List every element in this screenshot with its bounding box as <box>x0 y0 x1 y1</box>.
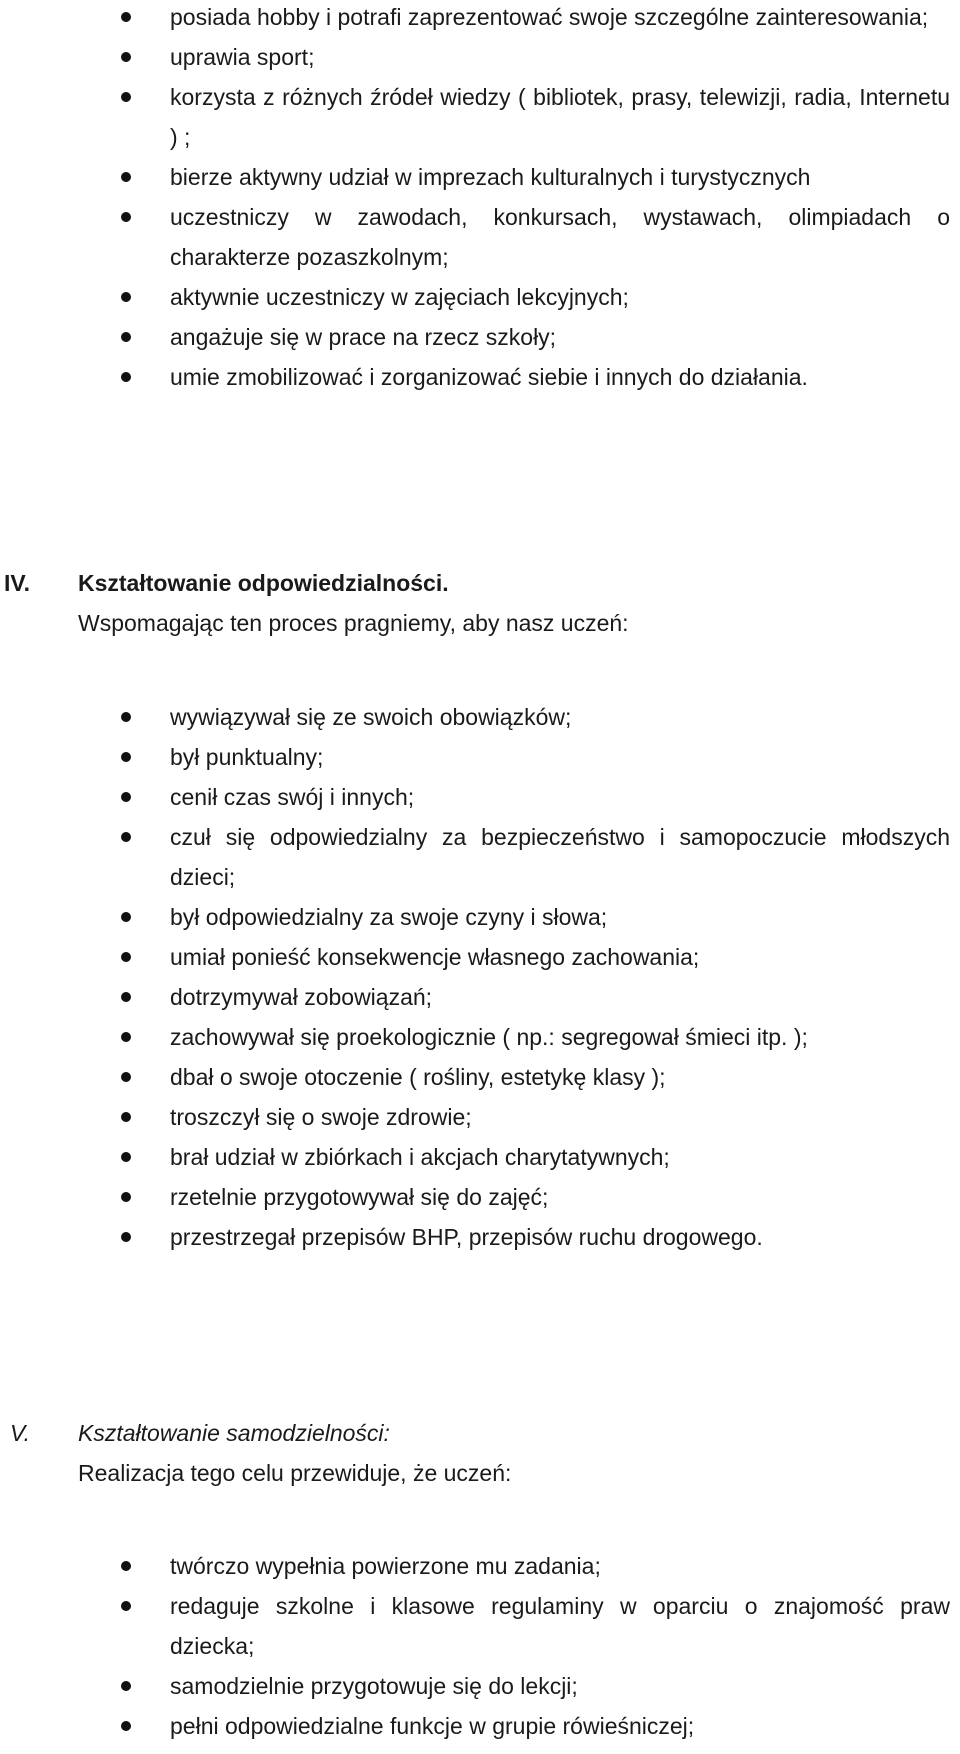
list-item <box>0 1177 956 1217</box>
list-item <box>0 1586 956 1666</box>
list-item <box>0 937 956 977</box>
list-item <box>0 37 956 77</box>
bullet-icon <box>121 172 131 182</box>
list-item-text: był punktualny; <box>170 744 324 770</box>
list-item <box>0 697 956 737</box>
bullet-icon <box>121 12 131 22</box>
bullet-icon <box>121 1072 131 1082</box>
list-item-text: dbał o swoje otoczenie ( rośliny, estetykę klasy ); <box>170 1064 666 1090</box>
list-item <box>0 1546 956 1586</box>
bullet-icon <box>121 1601 131 1611</box>
bullet-list-section-iv <box>0 697 960 1257</box>
bullet-icon <box>121 1112 131 1122</box>
bullet-icon <box>121 332 131 342</box>
bullet-icon <box>121 952 131 962</box>
list-item-text: rzetelnie przygotowywał się do zajęć; <box>170 1184 549 1210</box>
list-item-text: brał udział w zbiórkach i akcjach charytatywnych; <box>170 1144 670 1170</box>
list-item <box>0 1097 956 1137</box>
list-item <box>0 897 956 937</box>
section-v-intro: Realizacja tego celu przewiduje, że uczeń: <box>78 1460 512 1486</box>
bullet-icon <box>121 832 131 842</box>
section-title: Kształtowanie odpowiedzialności. <box>78 570 449 596</box>
bullet-icon <box>121 792 131 802</box>
bullet-icon <box>121 52 131 62</box>
list-item <box>0 197 956 277</box>
list-item <box>0 357 956 397</box>
section-number: IV. <box>4 570 31 596</box>
list-item <box>0 737 956 777</box>
bullet-icon <box>121 212 131 222</box>
list-item-text: przestrzegał przepisów BHP, przepisów ruchu drogowego. <box>170 1224 763 1250</box>
list-item <box>0 0 956 37</box>
bullet-list-top <box>0 0 960 397</box>
section-number: V. <box>10 1420 31 1446</box>
list-item <box>0 977 956 1017</box>
list-item <box>0 157 956 197</box>
list-item <box>0 317 956 357</box>
list-item-text: angażuje się w prace na rzecz szkoły; <box>170 324 557 350</box>
list-item-text: aktywnie uczestniczy w zajęciach lekcyjnych; <box>170 284 629 310</box>
bullet-icon <box>121 372 131 382</box>
list-item-text: twórczo wypełnia powierzone mu zadania; <box>170 1553 601 1579</box>
bullet-icon <box>121 912 131 922</box>
list-item-text: posiada hobby i potrafi zaprezentować swoje szczególne zainteresowania; <box>170 4 929 30</box>
bullet-icon <box>121 1561 131 1571</box>
bullet-list-section-v <box>0 1546 960 1746</box>
list-item <box>0 1017 956 1057</box>
section-iv-intro: Wspomagając ten proces pragniemy, aby nasz uczeń: <box>78 610 629 636</box>
list-item <box>0 1057 956 1097</box>
bullet-icon <box>121 992 131 1002</box>
list-item-text: korzysta z różnych źródeł wiedzy ( bibliotek, prasy, telewizji, radia, Internetu ) ; <box>170 84 950 150</box>
list-item-text: pełni odpowiedzialne funkcje w grupie rówieśniczej; <box>170 1713 695 1739</box>
list-item-text: był odpowiedzialny za swoje czyny i słowa; <box>170 904 608 930</box>
list-item <box>0 777 956 817</box>
list-item <box>0 817 956 897</box>
list-item-text: wywiązywał się ze swoich obowiązków; <box>170 704 572 730</box>
bullet-icon <box>121 1032 131 1042</box>
list-item-text: zachowywał się proekologicznie ( np.: segregował śmieci itp. ); <box>170 1024 808 1050</box>
list-item-text: troszczył się o swoje zdrowie; <box>170 1104 472 1130</box>
section-v-heading <box>0 1413 960 1453</box>
list-item-text: uczestniczy w zawodach, konkursach, wystawach, olimpiadach o charakterze pozaszkolnym; <box>170 204 950 270</box>
bullet-icon <box>121 92 131 102</box>
section-iv-heading <box>0 563 960 603</box>
bullet-icon <box>121 292 131 302</box>
list-item-text: umie zmobilizować i zorganizować siebie i innych do działania. <box>170 364 808 390</box>
list-item-text: cenił czas swój i innych; <box>170 784 415 810</box>
bullet-icon <box>121 1192 131 1202</box>
list-item-text: czuł się odpowiedzialny za bezpieczeństwo i samopoczucie młodszych dzieci; <box>170 824 950 890</box>
list-item-text: bierze aktywny udział w imprezach kulturalnych i turystycznych <box>170 164 811 190</box>
list-item-text: samodzielnie przygotowuje się do lekcji; <box>170 1673 578 1699</box>
list-item <box>0 277 956 317</box>
list-item <box>0 1706 956 1746</box>
list-item <box>0 1217 956 1257</box>
bullet-icon <box>121 1681 131 1691</box>
bullet-icon <box>121 752 131 762</box>
list-item <box>0 1137 956 1177</box>
bullet-icon <box>121 1721 131 1731</box>
list-item <box>0 77 956 157</box>
bullet-icon <box>121 1232 131 1242</box>
list-item-text: redaguje szkolne i klasowe regulaminy w oparciu o znajomość praw dziecka; <box>170 1593 950 1659</box>
section-title: Kształtowanie samodzielności: <box>78 1420 390 1446</box>
bullet-icon <box>121 1152 131 1162</box>
bullet-icon <box>121 712 131 722</box>
list-item-text: dotrzymywał zobowiązań; <box>170 984 433 1010</box>
list-item <box>0 1666 956 1706</box>
list-item-text: uprawia sport; <box>170 44 315 70</box>
list-item-text: umiał ponieść konsekwencje własnego zachowania; <box>170 944 700 970</box>
